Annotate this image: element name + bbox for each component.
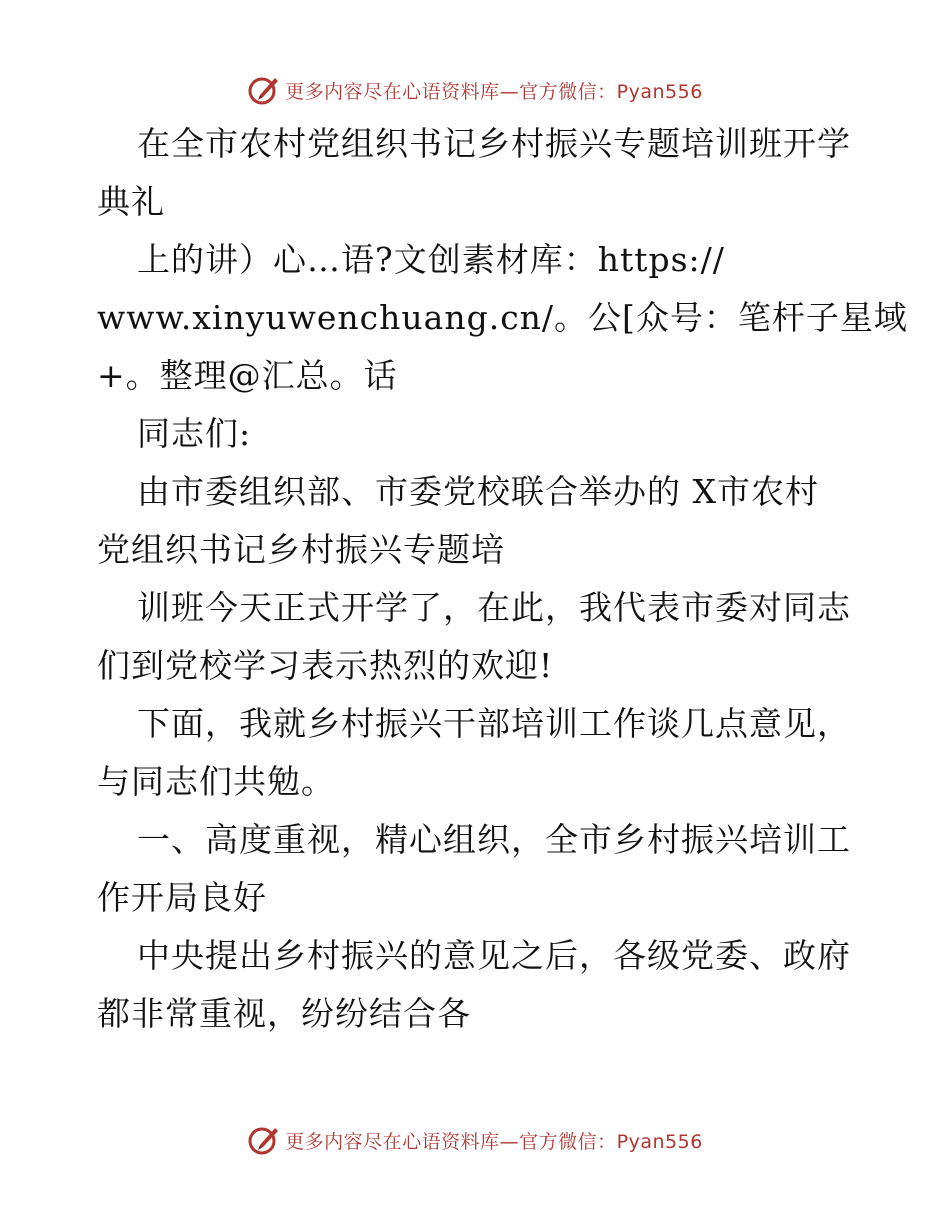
doc-salutation: 同志们: (137, 414, 252, 453)
doc-paragraph-2-line-1: 训班今天正式开学了，在此，我代表市委对同志 (137, 588, 851, 627)
doc-paragraph-4-line-2: 都非常重视，纷纷结合各 (97, 994, 471, 1033)
header-banner-text: 更多内容尽在心语资料库—官方微信：Pyan556 (285, 80, 703, 103)
header-watermark-banner (0, 70, 950, 110)
doc-paragraph-1-line-1: 由市委组织部、市委党校联合举办的 X市农村 (137, 472, 819, 511)
doc-paragraph-3-line-1: 下面，我就乡村振兴干部培训工作谈几点意见， (137, 704, 851, 743)
doc-paragraph-1-line-2: 党组织书记乡村振兴专题培 (97, 530, 505, 569)
doc-title-line-1: 在全市农村党组织书记乡村振兴专题培训班开学 (137, 124, 851, 163)
footer-banner-text: 更多内容尽在心语资料库—官方微信：Pyan556 (285, 1130, 703, 1153)
quill-circle-logo-icon (247, 73, 281, 107)
doc-paragraph-4-line-1: 中央提出乡村振兴的意见之后，各级党委、政府 (137, 936, 851, 975)
document-body (97, 115, 908, 1043)
doc-section-heading-line-1: 一、高度重视，精心组织，全市乡村振兴培训工 (137, 820, 851, 859)
doc-paragraph-2-line-2: 们到党校学习表示热烈的欢迎! (97, 646, 554, 685)
doc-section-heading-line-2: 作开局良好 (97, 878, 267, 917)
doc-line-watermark-3: +。整理@汇总。话 (97, 356, 398, 395)
doc-line-watermark-2: www.xinyuwenchuang.cn/。公[众号：笔杆子星域 (97, 298, 908, 337)
quill-circle-logo-icon (247, 1123, 281, 1157)
doc-title-line-2: 典礼 (97, 182, 165, 221)
doc-paragraph-3-line-2: 与同志们共勉。 (97, 762, 335, 801)
footer-watermark-banner (0, 1120, 950, 1160)
doc-line-watermark-1: 上的讲）心…语?文创素材库：https:// (137, 240, 725, 279)
